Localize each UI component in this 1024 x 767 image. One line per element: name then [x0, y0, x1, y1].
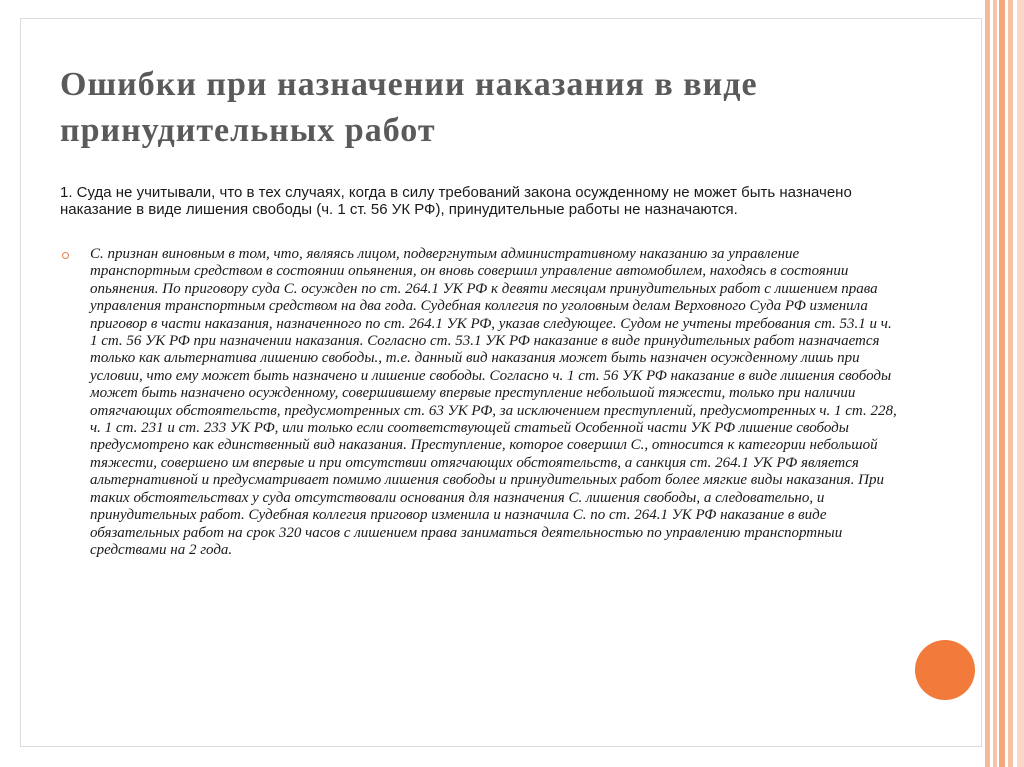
bullet-text: С. признан виновным в том, что, являясь лицом, подвергнутым административному наказанию за управление транспортным средством в состоянии опьянения, он вновь совершил управление автомобилем, находясь в состоянии опьянения. По приговору суда С. осужден по ст. 264.1 УК РФ к девяти месяцам принудительных работ с лишением права управления транспортным средством на два года. Судебная коллегия по уголовным делам Верховного Суда РФ изменила приговор в части наказания, назначенного по ст. 264.1 УК РФ, указав следующее. Судом не учтены требования ст. 53.1 и ч. 1 ст. 56 УК РФ при назначении наказания. Согласно ст. 53.1 УК РФ наказание в виде принудительных работ назначается только как альтернатива лишению свободы., т.е. данный вид наказания может быть назначен осужденному лишь при условии, что ему может быть назначено и лишение свободы. Согласно ч. 1 ст. 56 УК РФ наказание в виде лишения свободы может быть назначено осужденному, совершившему впервые преступление небольшой тяжести, только при наличии отягчающих обстоятельств, предусмотренных ст. 63 УК РФ, за исключением преступлений, предусмотренных ч. 1 ст. 228, ч. 1 ст. 231 и ст. 233 УК РФ, или только если соответствующей статьей Особенной части УК РФ лишение свободы предусмотрено как единственный вид наказания. Преступление, которое совершил С., относится к категории небольшой тяжести, совершено им впервые и при отсутствии отягчающих обстоятельств, а санкция ст. 264.1 УК РФ является альтернативной и предусматривает помимо лишения свободы и принудительных работ более мягкие виды наказания. При таких обстоятельствах у суда отсутствовали основания для назначения С. лишения свободы, а следовательно, и принудительных работ. Судебная коллегия приговор изменила и назначила С. по ст. 264.1 УК РФ наказание в виде обязательных работ на срок 320 часов с лишением права заниматься деятельностью по управлению транспортныи средствами на 2 года.	[90, 246, 897, 558]
slide-title: Ошибки при назначении наказания в виде принудительных работ	[60, 66, 758, 149]
intro-paragraph: 1. Суда не учитывали, что в тех случаях, когда в силу требований закона осужденному не может быть назначено наказание в виде лишения свободы (ч. 1 ст. 56 УК РФ), принудительные работы не назначаются.	[60, 184, 852, 218]
decorative-stripes	[982, 0, 1024, 767]
hollow-circle-bullet-icon	[62, 252, 69, 259]
orange-circle-decoration	[915, 640, 975, 700]
stripe	[1017, 0, 1024, 767]
bullet-item	[60, 246, 900, 559]
